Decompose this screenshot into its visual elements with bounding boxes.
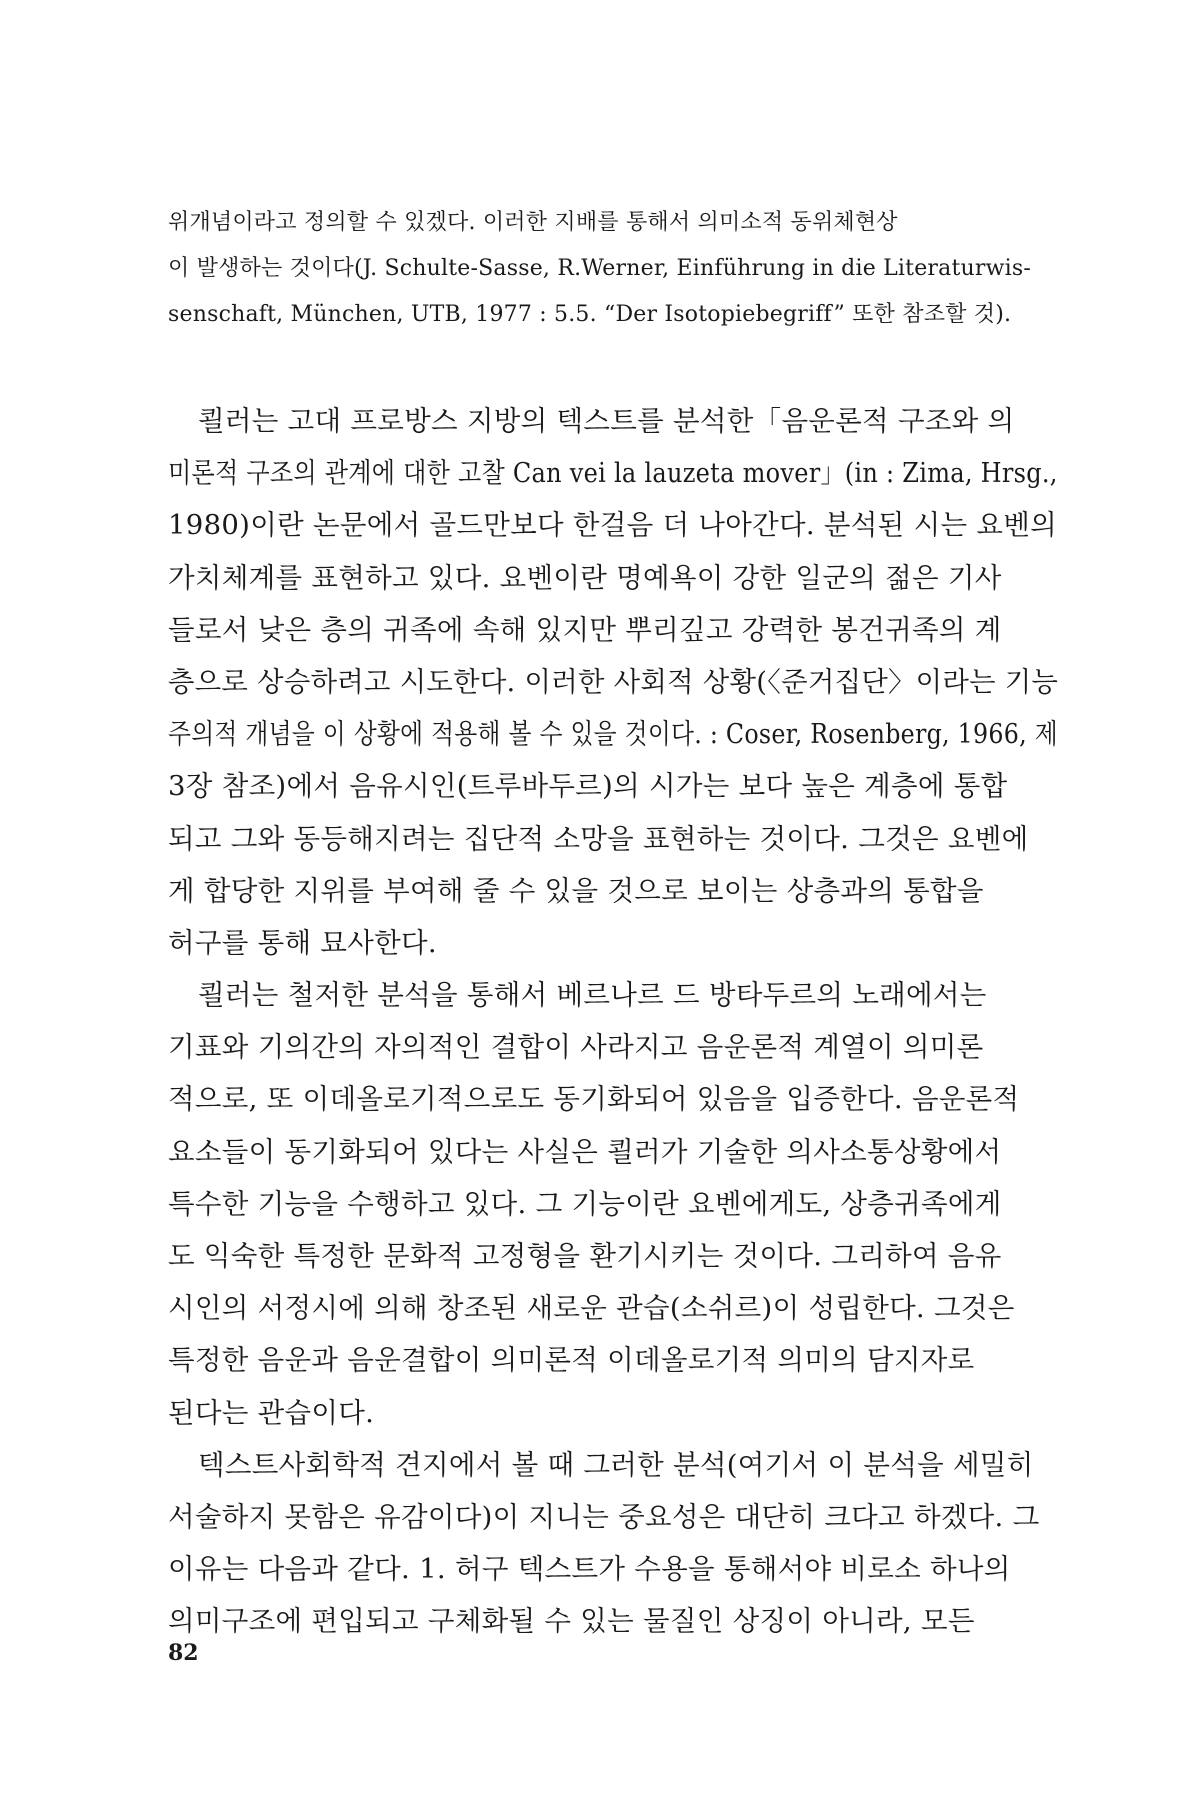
footnote-line: 위개념이라고 정의할 수 있겠다. 이러한 지배를 통해서 의미소적 동위체현상	[168, 210, 898, 235]
main-text-block	[168, 395, 1058, 1648]
body-line: 특수한 기능을 수행하고 있다. 그 기능이란 요벤에게도, 상층귀족에게	[168, 1187, 1002, 1220]
body-line: 허구를 통해 묘사한다.	[168, 926, 437, 959]
body-line: 특정한 음운과 음운결합이 의미론적 이데올로기적 의미의 담지자로	[168, 1344, 975, 1377]
body-line: 게 합당한 지위를 부여해 줄 수 있을 것으로 보이는 상층과의 통합을	[168, 874, 984, 907]
body-line: 요소들이 동기화되어 있다는 사실은 쾰러가 기술한 의사소통상황에서	[168, 1135, 1002, 1168]
footnote-line: 이 발생하는 것이다(J. Schulte-Sasse, R.Werner, Einführung in die Literaturwis-	[168, 256, 1031, 281]
body-line: 도 익숙한 특정한 문화적 고정형을 환기시키는 것이다. 그리하여 음유	[168, 1240, 1002, 1272]
body-line: 층으로 상승하려고 시도한다. 이러한 사회적 상황(〈준거집단〉이라는 기능	[168, 665, 1059, 698]
body-line: 기표와 기의간의 자의적인 결합이 사라지고 음운론적 계열이 의미론	[168, 1031, 984, 1064]
body-line: 의미구조에 편입되고 구체화될 수 있는 물질인 상징이 아니라, 모든	[168, 1605, 975, 1638]
body-line: 적으로, 또 이데올로기적으로도 동기화되어 있음을 입증한다. 음운론적	[168, 1083, 1020, 1116]
paragraph-first-line: 쾰러는 고대 프로방스 지방의 텍스트를 분석한「음운론적 구조와 의	[198, 405, 1015, 437]
body-line: 이유는 다음과 같다. 1. 허구 텍스트가 수용을 통해서야 비로소 하나의	[168, 1553, 1011, 1586]
paragraph-first-line: 텍스트사회학적 견지에서 볼 때 그러한 분석(여기서 이 분석을 세밀히	[198, 1448, 1034, 1481]
body-line: 시인의 서정시에 의해 창조된 새로운 관습(소쉬르)이 성립한다. 그것은	[168, 1292, 1015, 1325]
body-line: 가치체계를 표현하고 있다. 요벤이란 명예욕이 강한 일군의 젊은 기사	[168, 561, 1002, 594]
footnote-block	[168, 200, 1058, 338]
body-line: 된다는 관습이다.	[168, 1396, 375, 1429]
body-line: 미론적 구조의 관계에 대한 고찰 Can vei la lauzeta mover」(in : Zima, Hrsg.,	[168, 457, 1058, 490]
body-line: 1980)이란 논문에서 골드만보다 한걸음 더 나아간다. 분석된 시는 요벤의	[168, 509, 1057, 542]
footnote-line: senschaft, München, UTB, 1977 : 5.5. “Der Isotopiebegriff” 또한 참조할 것).	[168, 302, 1012, 327]
paragraph-first-line: 쾰러는 철저한 분석을 통해서 베르나르 드 방타두르의 노래에서는	[198, 979, 987, 1012]
body-line: 되고 그와 동등해지려는 집단적 소망을 표현하는 것이다. 그것은 요벤에	[168, 822, 1029, 855]
body-line: 주의적 개념을 이 상황에 적용해 볼 수 있을 것이다. : Coser, Rosenberg, 1966, 제	[168, 718, 1058, 751]
body-line: 3장 참조)에서 음유시인(트루바두르)의 시가는 보다 높은 계층에 통합	[168, 770, 1008, 803]
body-line: 들로서 낮은 층의 귀족에 속해 있지만 뿌리깊고 강력한 봉건귀족의 계	[168, 613, 1002, 646]
page-number: 82	[168, 1640, 199, 1666]
body-line: 서술하지 못함은 유감이다)이 지니는 중요성은 대단히 크다고 하겠다. 그	[168, 1500, 1040, 1533]
